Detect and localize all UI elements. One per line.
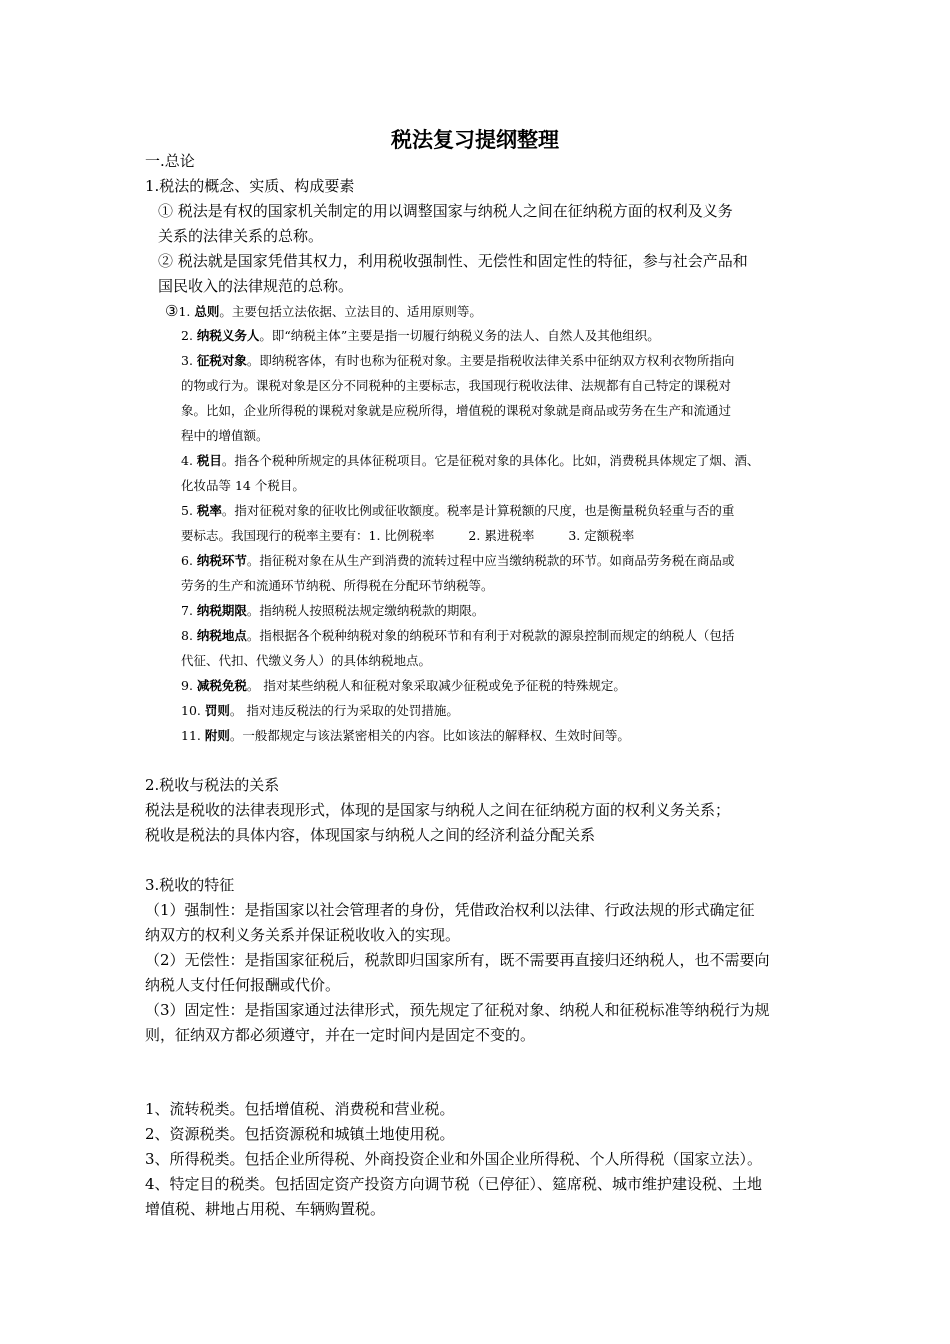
definition-line: 关系的法律关系的总称。 [158,227,324,245]
element-term: 罚则 [204,703,230,718]
element-term: 附则 [204,728,230,743]
definition-line: ② 税法就是国家凭借其权力，利用税收强制性、无偿性和固定性的特征，参与社会产品和 [158,252,748,270]
element-item: 6. 纳税环节。指征税对象在从生产到消费的流转过程中应当缴纳税款的环节。如商品劳务税在商品或 [181,553,735,568]
element-item: 8. 纳税地点。指根据各个税种纳税对象的纳税环节和有利于对税款的源泉控制而规定的纳税人（包括 [181,628,735,643]
element-item: 2. 纳税义务人。即“纳税主体”主要是指一切履行纳税义务的法人、自然人及其他组织。 [181,328,660,343]
document-title: 税法复习提纲整理 [391,128,559,152]
element-line: 化妆品等 14 个税目。 [181,478,305,493]
paragraph-line: 纳税人支付任何报酬或代价。 [145,976,341,994]
paragraph-line: （2）无偿性：是指国家征税后，税款即归国家所有，既不需要再直接归还纳税人，也不需要向 [145,951,770,969]
definition-line: ① 税法是有权的国家机关制定的用以调整国家与纳税人之间在征纳税方面的权利及义务 [158,202,733,220]
section-heading: 一.总论 [145,152,195,170]
element-term: 税率 [196,503,222,518]
paragraph-line: 税收是税法的具体内容，体现国家与纳税人之间的经济利益分配关系 [145,826,596,844]
element-line: 的物或行为。课税对象是区分不同税种的主要标志，我国现行税收法律、法规都有自己特定的课税对 [181,378,732,393]
element-line: 象。比如，企业所得税的课税对象就是应税所得，增值税的课税对象就是商品或劳务在生产和流通过 [181,403,732,418]
paragraph-line: 纳双方的权利义务关系并保证税收收入的实现。 [145,926,461,944]
element-item: 5. 税率。指对征税对象的征收比例或征收额度。税率是计算税额的尺度，也是衡量税负轻重与否的重 [181,503,735,518]
element-line: 劳务的生产和流通环节纳税、所得税在分配环节纳税等。 [181,578,494,593]
category-line: 3、所得税类。包括企业所得税、外商投资企业和外国企业所得税、个人所得税（国家立法）。 [145,1150,763,1168]
element-term: 税目 [196,453,222,468]
element-term: 总则 [194,304,220,319]
element-item: 11. 附则。一般都规定与该法紧密相关的内容。比如该法的解释权、生效时间等。 [181,728,630,743]
tax-rate-type: 1. 比例税率 [368,528,435,543]
paragraph-line: 则，征纳双方都必须遵守，并在一定时间内是固定不变的。 [145,1026,536,1044]
paragraph-line: （3）固定性：是指国家通过法律形式，预先规定了征税对象、纳税人和征税标准等纳税行为规 [145,1001,770,1019]
category-line: 2、资源税类。包括资源税和城镇土地使用税。 [145,1125,455,1143]
paragraph-line: （1）强制性：是指国家以社会管理者的身份，凭借政治权利以法律、行政法规的形式确定征 [145,901,755,919]
element-term: 征税对象 [196,353,247,368]
subsection-heading: 1.税法的概念、实质、构成要素 [145,177,355,195]
element-term: 纳税义务人 [196,328,260,343]
circled-three-marker: ③ [165,302,179,320]
subsection-heading: 3.税收的特征 [145,876,235,894]
element-item: 3. 征税对象。即纳税客体，有时也称为征税对象。主要是指税收法律关系中征纳双方权利衣物所指向 [181,353,735,368]
element-term: 纳税环节 [196,553,247,568]
element-line: 代征、代扣、代缴义务人）的具体纳税地点。 [181,653,432,668]
element-term: 纳税期限 [196,603,247,618]
definition-line: 国民收入的法律规范的总称。 [158,277,354,295]
element-item: 7. 纳税期限。指纳税人按照税法规定缴纳税款的期限。 [181,603,485,618]
element-item: ③1. 总则。主要包括立法依据、立法目的、适用原则等。 [165,302,482,320]
element-line: 要标志。我国现行的税率主要有：1. 比例税率 2. 累进税率 3. 定额税率 [181,528,635,543]
category-line: 增值税、耕地占用税、车辆购置税。 [145,1200,386,1218]
paragraph-line: 税法是税收的法律表现形式，体现的是国家与纳税人之间在征纳税方面的权利义务关系； [145,801,731,819]
subsection-heading: 2.税收与税法的关系 [145,776,280,794]
category-line: 1、流转税类。包括增值税、消费税和营业税。 [145,1100,455,1118]
category-line: 4、特定目的税类。包括固定资产投资方向调节税（已停征）、筵席税、城市维护建设税、土地 [145,1175,763,1193]
element-term: 纳税地点 [196,628,247,643]
element-line: 程中的增值额。 [181,428,269,443]
tax-rate-type: 3. 定额税率 [568,528,635,543]
tax-rate-type: 2. 累进税率 [468,528,535,543]
element-term: 减税免税 [196,678,247,693]
element-item: 9. 减税免税。 指对某些纳税人和征税对象采取减少征税或免予征税的特殊规定。 [181,678,626,693]
element-item: 4. 税目。指各个税种所规定的具体征税项目。它是征税对象的具体化。比如，消费税具体规定了烟、酒、 [181,453,760,468]
element-item: 10. 罚则。 指对违反税法的行为采取的处罚措施。 [181,703,459,718]
